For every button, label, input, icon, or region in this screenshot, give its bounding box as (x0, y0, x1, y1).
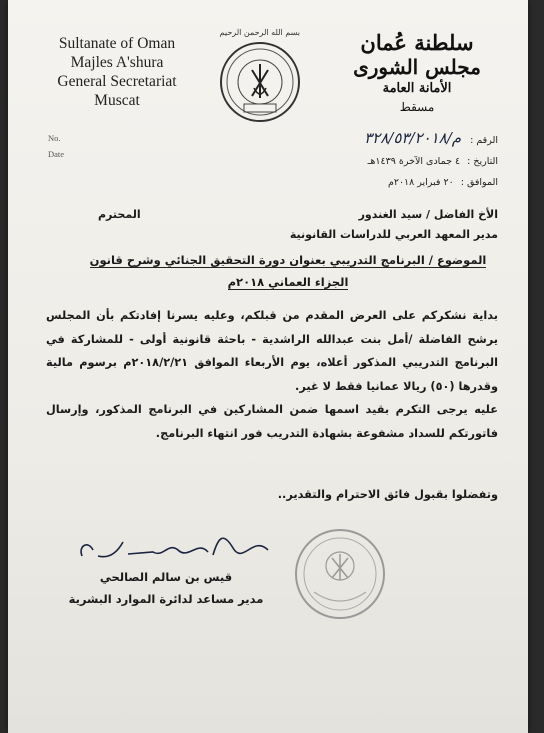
signer-position: مدير مساعد لدائرة الموارد البشرية (68, 592, 264, 606)
signer-block (56, 566, 276, 610)
hijri-date-row (238, 151, 498, 172)
city-name-ar: مسقط (399, 100, 435, 114)
council-name-en: Majles A'shura (70, 54, 164, 71)
council-name-ar: مجلس الشورى (353, 55, 481, 79)
closing-line: وتفضلوا بقبول فائق الاحترام والتقدير.. (277, 488, 498, 501)
subject-line (78, 249, 498, 293)
hijri-date-label: التاريخ : (467, 156, 498, 167)
reference-block (238, 128, 498, 193)
official-stamp-icon (292, 526, 388, 622)
reference-number-row (238, 128, 498, 151)
country-name-en: Sultanate of Oman (58, 35, 176, 52)
country-name-ar: سلطنة عُمان (360, 30, 474, 55)
secretariat-name-en: General Secretariat (57, 73, 177, 90)
addressee-honorific: المحترم (98, 208, 141, 221)
date-label-en: Date (48, 149, 65, 159)
no-date-labels (48, 130, 64, 162)
signer-name: قيس بن سالم الصالحي (99, 570, 233, 584)
hijri-date-value: ٤ جمادى الآخرة ١٤٣٩هـ (367, 156, 461, 167)
secretariat-name-ar: الأمانة العامة (382, 81, 452, 96)
council-emblem-icon (218, 40, 302, 124)
gregorian-date-value: ٢٠ فبراير ٢٠١٨م (387, 177, 454, 188)
addressee-salutation: الأخ الفاضل / سيد الغندور (358, 208, 498, 221)
reference-number-value: م/٣٢٨/٥٣/٢٠١٨ (364, 129, 462, 147)
subject-line-2: الجزاء العماني ٢٠١٨م (227, 275, 349, 289)
english-letterhead (42, 34, 192, 110)
gregorian-date-label: الموافق : (460, 177, 498, 188)
reference-number-label: الرقم : (470, 135, 498, 146)
handwritten-signature (68, 530, 288, 570)
gregorian-date-row (238, 172, 498, 193)
no-label: No. (48, 133, 61, 143)
body-paragraph-1: بداية نشكركم على العرض المقدم من قبلكم، وعليه يسرنا إفادتكم بأن المجلس يرشح الفاضلة /أمل بنت عبدالله الراشدية - باحثة قانونية أولى - للمشاركة في البرنامج التدريبي المذكور أعلاه، يوم الأربعاء الموافق ٢٠١٨/٢/٢١م برسوم مالية وقدرها (٥٠) ريالا عمانيا فقط لا غير. (46, 309, 498, 393)
addressee-block (98, 205, 498, 245)
city-name-en: Muscat (94, 92, 140, 109)
body-paragraph-2: عليه يرجى التكرم بقيد اسمها ضمن المشاركين في البرنامج المذكور، وإرسال فاتورتكم للسداد مشفوعة بشهادة التدريب فور انتهاء البرنامج. (46, 403, 498, 440)
letter-body (46, 304, 498, 445)
subject-line-1: الموضوع / البرنامج التدريبي بعنوان دورة التحقيق الجنائي وشرح قانون (89, 253, 487, 267)
arabic-letterhead (332, 30, 502, 115)
letter-page (8, 0, 528, 733)
basmala: بسم الله الرحمن الرحيم (219, 28, 300, 37)
addressee-title: مدير المعهد العربي للدراسات القانونية (289, 228, 498, 241)
